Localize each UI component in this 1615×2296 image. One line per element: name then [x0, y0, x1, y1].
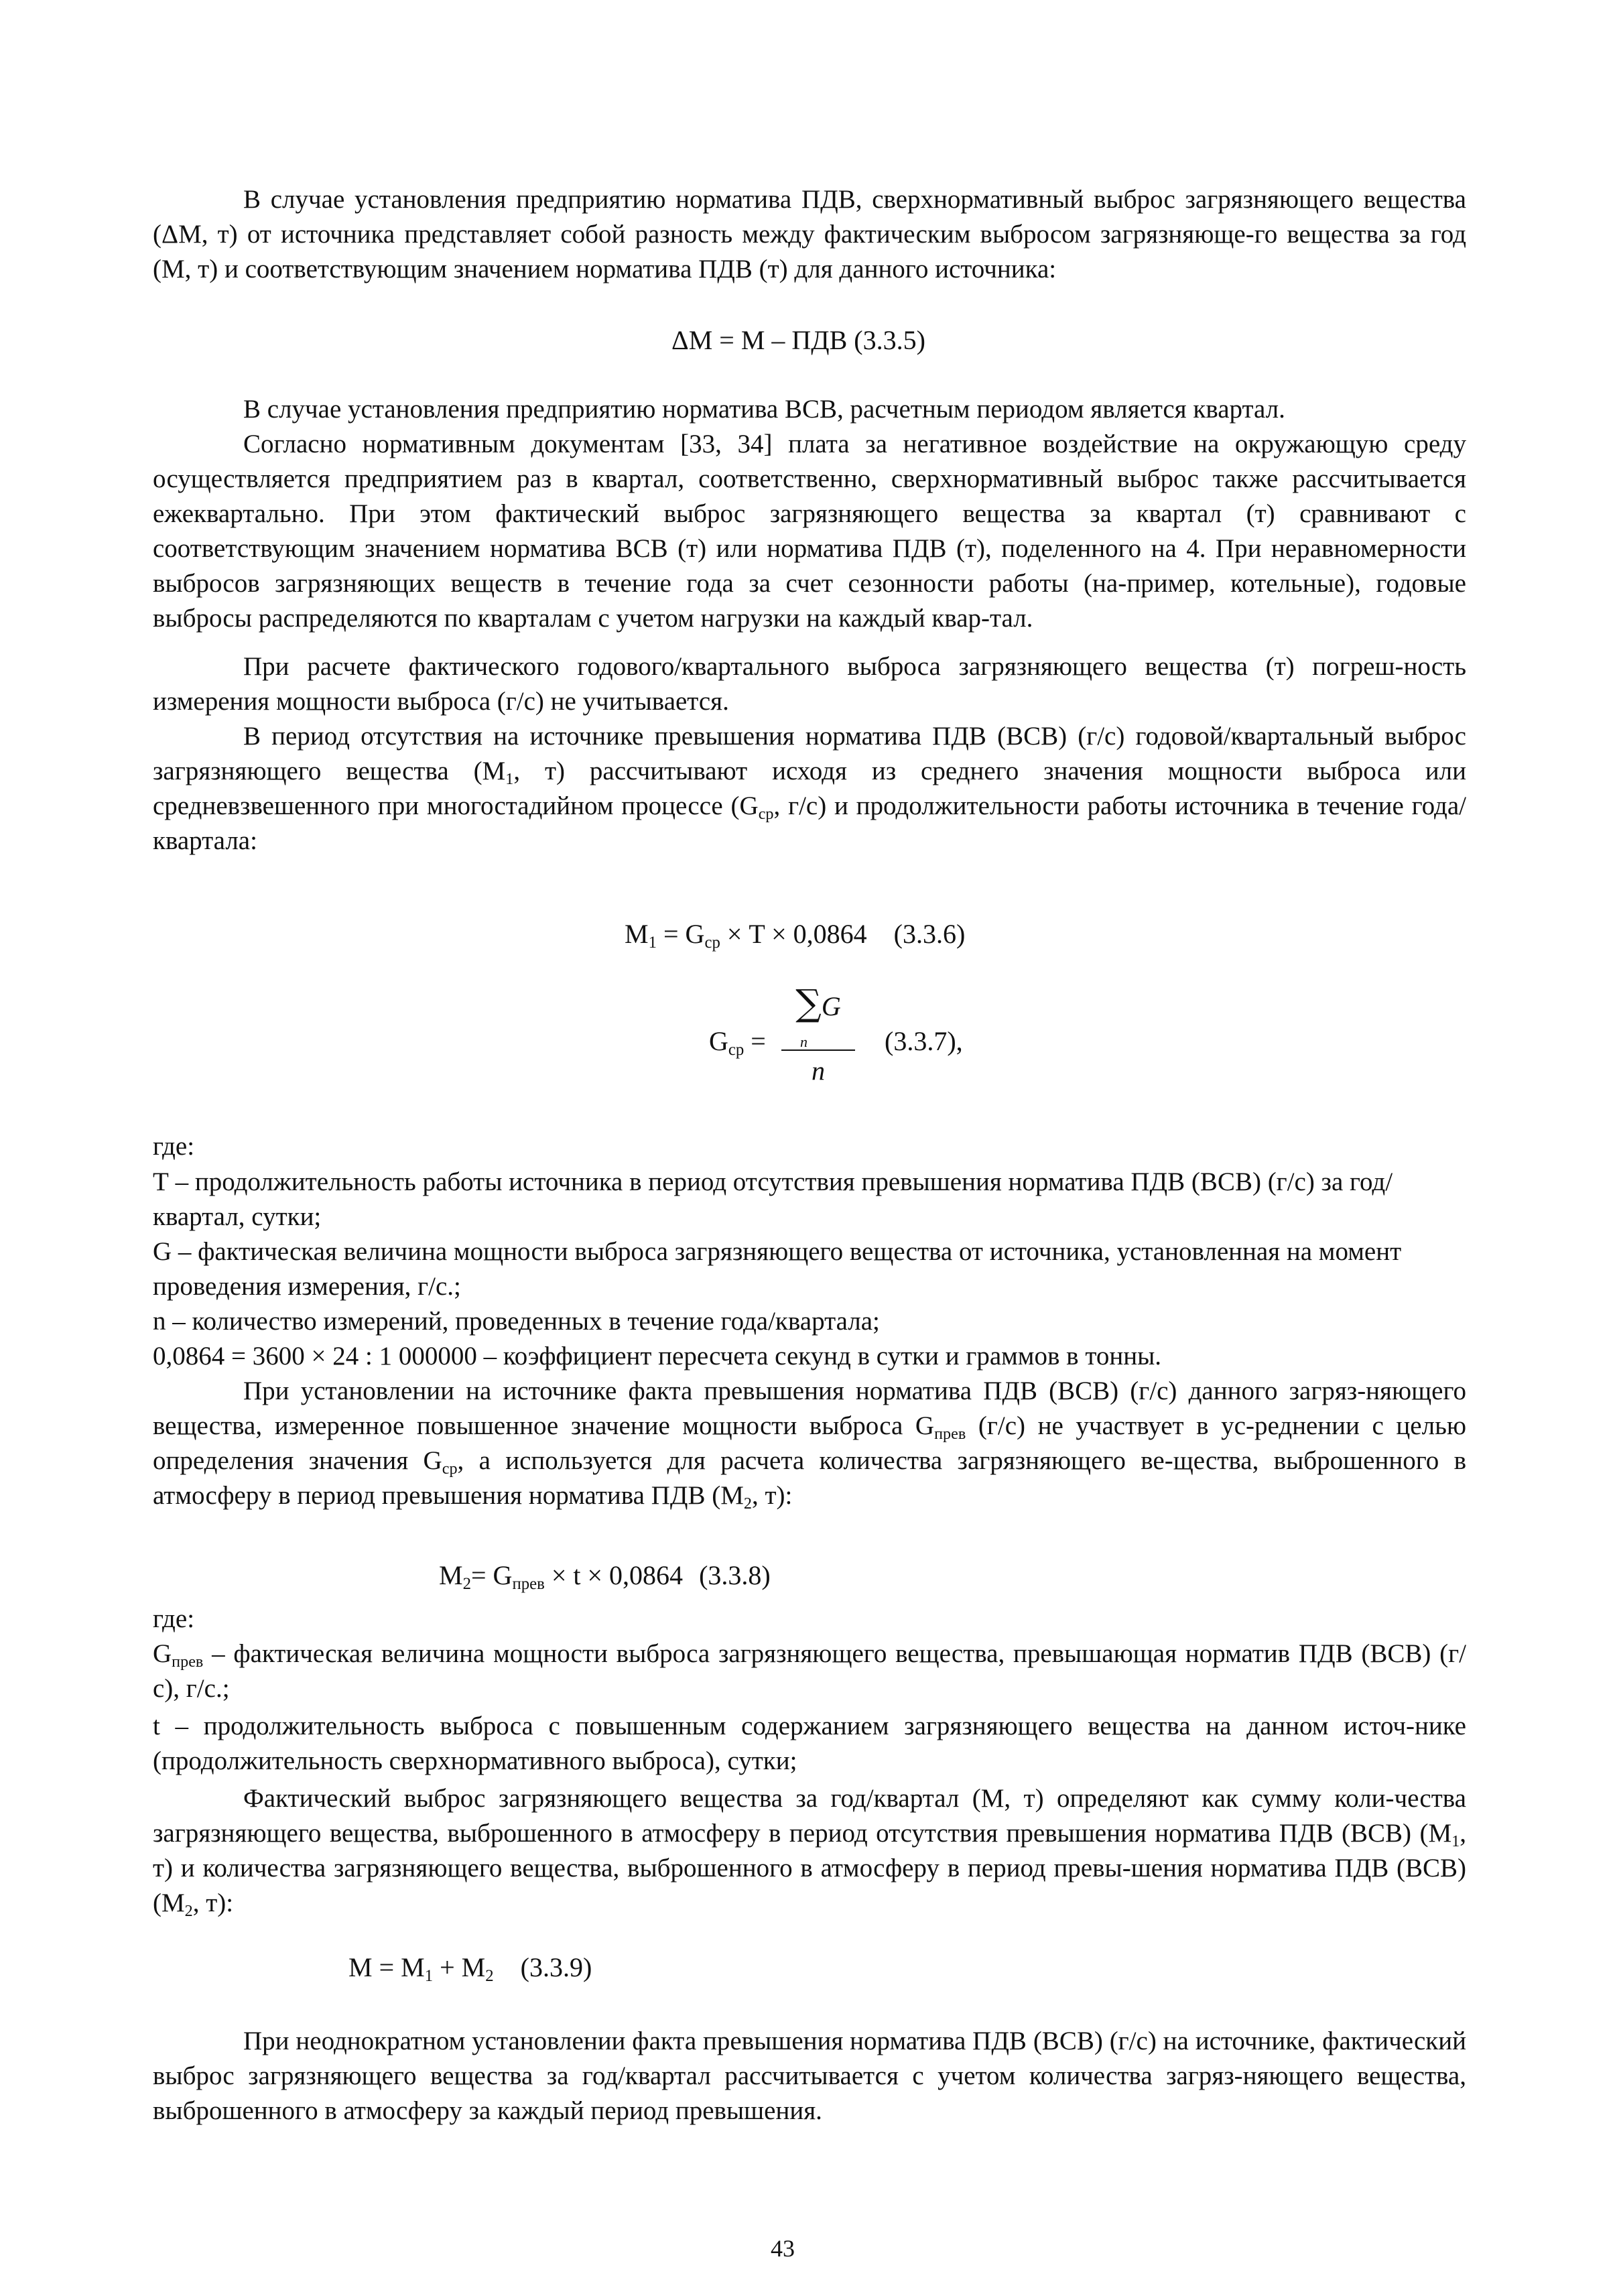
- fraction: [781, 982, 855, 1086]
- where-label-1: где:: [153, 1132, 195, 1161]
- paragraph-pdv-definition: [153, 182, 1466, 287]
- definition-g: G – фактическая величина мощности выброса загрязняющего вещества от источника, установленная на момент проведения измерения, г/с.;: [153, 1237, 1402, 1301]
- paragraph-text: При расчете фактического годового/квартального выброса загрязняющего вещества (т) погреш-ность измерения мощности выброса (г/с) не учитывается.: [153, 652, 1466, 716]
- summation-symbol: ∑: [795, 982, 822, 1024]
- definitions-list-2: [153, 1637, 1466, 1921]
- formula-3-3-7: [709, 984, 990, 1098]
- definition-n: n – количество измерений, проведенных в течение года/квартала;: [153, 1307, 880, 1336]
- formula-lhs: $G_{ср}$ =: [709, 1026, 766, 1059]
- summation-variable: G: [821, 991, 841, 1021]
- paragraph-text: В случае установления предприятию норматива ВСВ, расчетным периодом является квартал.: [243, 395, 1285, 424]
- paragraph-m2: При установлении на источнике факта превышения норматива ПДВ (ВСВ) (г/с) данного загряз-няющего вещества, измеренное повышенное значение мощности выброса $G_{прев}$ (г/с) не участвует в ус-реднении с целью определения значения $G_{ср}$, а используется для расчета количества загрязняющего ве-щества, выброшенного в атмосферу в период превышения норматива ПДВ ($М_2$, т):: [153, 1377, 1466, 1513]
- fraction-denominator: n: [812, 1056, 825, 1086]
- definitions-list-1: [153, 1165, 1466, 1513]
- definition-t: Т – продолжительность работы источника в период отсутствия превышения норматива ПДВ (ВСВ) (г/с) за год/квартал, сутки;: [153, 1167, 1393, 1231]
- paragraphs-quarterly: [153, 392, 1466, 858]
- formula-number: (3.3.7),: [885, 1026, 963, 1056]
- definition-gprev: $G_{прев}$ – фактическая величина мощности выброса загрязняющего вещества, превышающая норматив ПДВ (ВСВ) (г/с), г/с.;: [153, 1639, 1466, 1703]
- paragraph-text: При неоднократном установлении факта превышения норматива ПДВ (ВСВ) (г/с) на источнике, фактический выброс загрязняющего вещества за год/квартал рассчитывается с учетом количества загряз-няющего вещества, выброшенного в атмосферу за каждый период превышения.: [153, 2027, 1466, 2125]
- definition-t-small: t – продолжительность выброса с повышенным содержанием загрязняющего вещества на данном источ-нике (продолжительность сверхнормативного выброса), сутки;: [153, 1712, 1466, 1775]
- paragraph-sum: Фактический выброс загрязняющего вещества за год/квартал (М, т) определяют как сумму коли-чества загрязняющего вещества, выброшенного в атмосферу в период отсутствия превышения норматива ПДВ (ВСВ) ($М_1$, т) и количества загрязняющего вещества, выброшенного в атмосферу в период превы-шения норматива ПДВ (ВСВ) ($М_2$, т):: [153, 1784, 1466, 1920]
- fraction-bar: [781, 1049, 855, 1051]
- paragraph-text: В случае установления предприятию норматива ПДВ, сверхнормативный выброс загрязняющего вещества (ΔМ, т) от источника представляет собой разность между фактическим выбросом загрязняюще-го вещества за год (М, т) и соответствующим значением норматива ПДВ (т) для данного источника:: [153, 185, 1466, 283]
- paragraph-m1: В период отсутствия на источнике превышения норматива ПДВ (ВСВ) (г/с) годовой/квартальный выброс загрязняющего вещества ($М_1$, т) рассчитывают исходя из среднего значения мощности выброса или средневзвешенного при многостадийном процессе ($G_{ср}$, г/с) и продолжительности работы источника в течение года/квартала:: [153, 722, 1466, 855]
- paragraph-final: [153, 2024, 1466, 2128]
- page-number: 43: [771, 2235, 795, 2262]
- formula-3-3-9: $М = М_1 + М_2$ (3.3.9): [348, 1952, 592, 1985]
- where-label-2: где:: [153, 1604, 195, 1633]
- formula-3-3-5: ΔМ = М – ПДВ (3.3.5): [671, 325, 925, 355]
- definition-coefficient: 0,0864 = 3600 × 24 : 1 000000 – коэффициент пересчета секунд в сутки и граммов в тонны.: [153, 1342, 1162, 1370]
- formula-3-3-8: $М_2= G_{прев} \times t \times 0,0864$ (3.3.8): [439, 1560, 771, 1593]
- paragraph-text: Согласно нормативным документам [33, 34] плата за негативное воздействие на окружающую среду осуществляется предприятием раз в квартал, соответственно, сверхнормативный выброс также рассчитывается ежеквартально. При этом фактический выброс загрязняющего вещества за квартал (т) сравнивают с соответствующим значением норматива ВСВ (т) или норматива ПДВ (т), поделенного на 4. При неравномерности выбросов загрязняющих веществ в течение года за счет сезонности работы (на-пример, котельные), годовые выбросы распределяются по кварталам с учетом нагрузки на каждый квар-тал.: [153, 430, 1466, 633]
- summation-index: n: [800, 1033, 807, 1050]
- formula-3-3-6: $М_1 = G_{ср} \times T \times 0,0864$ (3.3.6): [625, 919, 966, 952]
